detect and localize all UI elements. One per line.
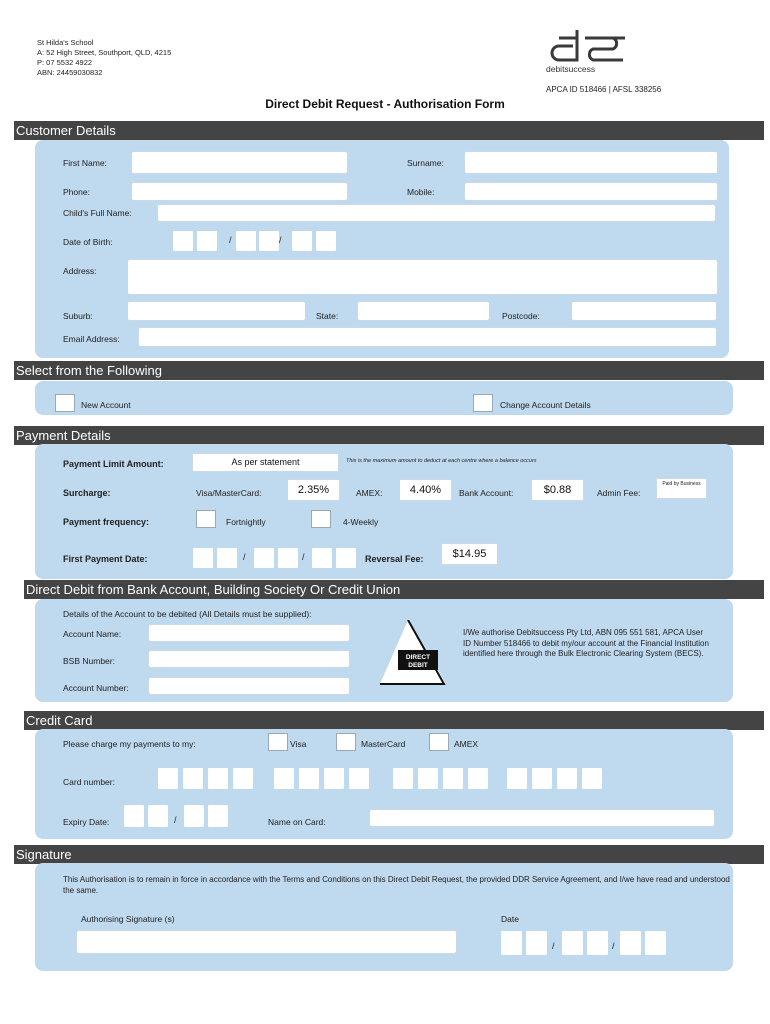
section-signature: Signature bbox=[14, 845, 764, 864]
suburb-label: Suburb: bbox=[63, 311, 93, 321]
phone-field[interactable] bbox=[131, 182, 348, 201]
bsb-label: BSB Number: bbox=[63, 656, 115, 666]
first-date-day-1[interactable] bbox=[193, 548, 213, 568]
bank-account-label: Bank Account: bbox=[459, 488, 514, 498]
account-name-label: Account Name: bbox=[63, 629, 122, 639]
sign-date-month-1[interactable] bbox=[562, 931, 583, 955]
card-digit-3[interactable] bbox=[208, 768, 228, 789]
first-date-slash-2: / bbox=[302, 552, 305, 562]
sign-date-day-2[interactable] bbox=[526, 931, 547, 955]
payment-frequency-label: Payment frequency: bbox=[63, 517, 150, 527]
sign-date-slash-2: / bbox=[612, 941, 615, 951]
section-select: Select from the Following bbox=[14, 361, 764, 380]
amex-checkbox[interactable] bbox=[429, 733, 449, 751]
sign-date-day-1[interactable] bbox=[501, 931, 522, 955]
authorise-text: I/We authorise Debitsuccess Pty Ltd, ABN 095 551 581, APCA User ID Number 518466 to debit my/our account at the Financial Institution identified here through the Bulk Electronic Clearing System (BECS). bbox=[463, 628, 709, 658]
mastercard-label: MasterCard bbox=[361, 739, 406, 749]
sign-date-year-1[interactable] bbox=[620, 931, 641, 955]
new-account-checkbox[interactable] bbox=[55, 394, 75, 412]
dob-slash-2: / bbox=[279, 235, 282, 245]
first-date-slash-1: / bbox=[243, 552, 246, 562]
card-digit-2[interactable] bbox=[183, 768, 203, 789]
charge-label: Please charge my payments to my: bbox=[63, 739, 196, 749]
mastercard-checkbox[interactable] bbox=[336, 733, 356, 751]
card-digit-11[interactable] bbox=[443, 768, 463, 789]
card-digit-4[interactable] bbox=[233, 768, 253, 789]
mobile-label: Mobile: bbox=[407, 187, 435, 197]
dob-label: Date of Birth: bbox=[63, 237, 113, 247]
visa-mc-label: Visa/MasterCard: bbox=[196, 488, 262, 498]
suburb-field[interactable] bbox=[127, 301, 306, 321]
payment-limit-label: Payment Limit Amount: bbox=[63, 459, 164, 469]
bank-account-value: $0.88 bbox=[531, 479, 584, 501]
reversal-fee-value: $14.95 bbox=[441, 543, 498, 565]
email-label: Email Address: bbox=[63, 334, 120, 344]
surname-label: Surname: bbox=[407, 158, 444, 168]
card-digit-7[interactable] bbox=[324, 768, 344, 789]
card-digit-15[interactable] bbox=[557, 768, 577, 789]
sign-date-month-2[interactable] bbox=[587, 931, 608, 955]
school-name: St Hilda's School bbox=[37, 38, 94, 47]
first-date-year-1[interactable] bbox=[312, 548, 332, 568]
phone-label: Phone: bbox=[63, 187, 90, 197]
school-abn: ABN: 24459030832 bbox=[37, 68, 103, 77]
amex-surcharge-label: AMEX: bbox=[356, 488, 383, 498]
expiry-year-2[interactable] bbox=[208, 805, 228, 827]
expiry-year-1[interactable] bbox=[184, 805, 204, 827]
reversal-fee-label: Reversal Fee: bbox=[365, 554, 424, 564]
fortnightly-checkbox[interactable] bbox=[196, 510, 216, 528]
mobile-field[interactable] bbox=[464, 182, 718, 201]
first-date-year-2[interactable] bbox=[336, 548, 356, 568]
postcode-label: Postcode: bbox=[502, 311, 540, 321]
debitsuccess-logo bbox=[545, 26, 633, 76]
card-digit-5[interactable] bbox=[274, 768, 294, 789]
child-name-label: Child's Full Name: bbox=[63, 208, 132, 218]
dob-day-1[interactable] bbox=[173, 231, 193, 251]
dob-year-1[interactable] bbox=[292, 231, 312, 251]
account-name-field[interactable] bbox=[148, 624, 350, 642]
visa-label: Visa bbox=[290, 739, 307, 749]
card-digit-10[interactable] bbox=[418, 768, 438, 789]
payment-limit-note: This is the maximum amount to deduct at each centre where a balance occurs bbox=[346, 458, 537, 464]
card-digit-1[interactable] bbox=[158, 768, 178, 789]
card-digit-9[interactable] bbox=[393, 768, 413, 789]
dob-slash-1: / bbox=[229, 235, 232, 245]
first-name-field[interactable] bbox=[131, 151, 348, 174]
signature-label: Authorising Signature (s) bbox=[81, 914, 175, 924]
expiry-month-1[interactable] bbox=[124, 805, 144, 827]
expiry-label: Expiry Date: bbox=[63, 817, 110, 827]
admin-fee-label: Admin Fee: bbox=[597, 488, 641, 498]
logo-text: debitsuccess bbox=[546, 64, 596, 74]
card-number-label: Card number: bbox=[63, 777, 115, 787]
amex-surcharge-value: 4.40% bbox=[399, 479, 452, 501]
school-phone: P: 07 5532 4922 bbox=[37, 58, 93, 67]
postcode-field[interactable] bbox=[571, 301, 717, 321]
admin-fee-value: Paid by Business bbox=[656, 478, 707, 499]
expiry-slash: / bbox=[174, 815, 177, 825]
change-account-checkbox[interactable] bbox=[473, 394, 493, 412]
form-title: Direct Debit Request - Authorisation Form bbox=[265, 97, 505, 111]
section-payment-details: Payment Details bbox=[14, 426, 764, 445]
direct-debit-logo bbox=[378, 620, 458, 686]
card-digit-8[interactable] bbox=[349, 768, 369, 789]
child-name-field[interactable] bbox=[157, 204, 716, 222]
visa-checkbox[interactable] bbox=[268, 733, 288, 751]
surname-field[interactable] bbox=[464, 151, 718, 174]
visa-mc-value: 2.35% bbox=[287, 479, 340, 501]
terms-text: This Authorisation is to remain in force in accordance with the Terms and Conditions on this Direct Debit Request, the provided DDR Service Agreement, and I/we have read and understood the same. bbox=[63, 875, 730, 895]
school-info bbox=[37, 38, 171, 78]
card-digit-13[interactable] bbox=[507, 768, 527, 789]
card-digit-6[interactable] bbox=[299, 768, 319, 789]
payment-limit-value: As per statement bbox=[192, 453, 339, 472]
apca-id: APCA ID 518466 | AFSL 338256 bbox=[546, 85, 662, 94]
dd-logo-text-1: DIRECT bbox=[405, 654, 431, 661]
name-on-card-label: Name on Card: bbox=[268, 817, 326, 827]
dob-day-2[interactable] bbox=[197, 231, 217, 251]
card-digit-14[interactable] bbox=[532, 768, 552, 789]
card-digit-16[interactable] bbox=[582, 768, 602, 789]
card-digit-12[interactable] bbox=[468, 768, 488, 789]
date-label: Date bbox=[501, 914, 519, 924]
signature-field[interactable] bbox=[76, 930, 457, 954]
email-field[interactable] bbox=[138, 327, 717, 347]
dob-month-2[interactable] bbox=[259, 231, 279, 251]
dob-month-1[interactable] bbox=[236, 231, 256, 251]
select-panel bbox=[35, 381, 733, 415]
state-field[interactable] bbox=[357, 301, 490, 321]
address-label: Address: bbox=[63, 266, 97, 276]
new-account-label: New Account bbox=[81, 400, 131, 410]
sign-date-slash-1: / bbox=[552, 941, 555, 951]
dd-logo-text-2: DEBIT bbox=[408, 662, 428, 669]
change-account-label: Change Account Details bbox=[500, 400, 591, 410]
account-number-field[interactable] bbox=[148, 677, 350, 695]
bsb-field[interactable] bbox=[148, 650, 350, 668]
account-number-label: Account Number: bbox=[63, 683, 129, 693]
first-date-day-2[interactable] bbox=[217, 548, 237, 568]
bank-details-note: Details of the Account to be debited (All Details must be supplied): bbox=[63, 609, 312, 619]
fortnightly-label: Fortnightly bbox=[226, 517, 266, 527]
four-weekly-checkbox[interactable] bbox=[311, 510, 331, 528]
state-label: State: bbox=[316, 311, 339, 321]
first-payment-date-label: First Payment Date: bbox=[63, 554, 148, 564]
section-customer-details: Customer Details bbox=[14, 121, 764, 140]
sign-date-year-2[interactable] bbox=[645, 931, 666, 955]
expiry-month-2[interactable] bbox=[148, 805, 168, 827]
school-address: A: 52 High Street, Southport, QLD, 4215 bbox=[37, 48, 172, 57]
dob-year-2[interactable] bbox=[316, 231, 336, 251]
amex-label: AMEX bbox=[454, 739, 479, 749]
section-bank-account: Direct Debit from Bank Account, Building Society Or Credit Union bbox=[24, 580, 764, 599]
first-date-month-1[interactable] bbox=[254, 548, 274, 568]
surcharge-label: Surcharge: bbox=[63, 488, 111, 498]
address-field[interactable] bbox=[127, 259, 718, 295]
section-credit-card: Credit Card bbox=[24, 711, 764, 730]
four-weekly-label: 4-Weekly bbox=[343, 517, 379, 527]
name-on-card-field[interactable] bbox=[369, 809, 715, 827]
first-date-month-2[interactable] bbox=[278, 548, 298, 568]
first-name-label: First Name: bbox=[63, 158, 107, 168]
